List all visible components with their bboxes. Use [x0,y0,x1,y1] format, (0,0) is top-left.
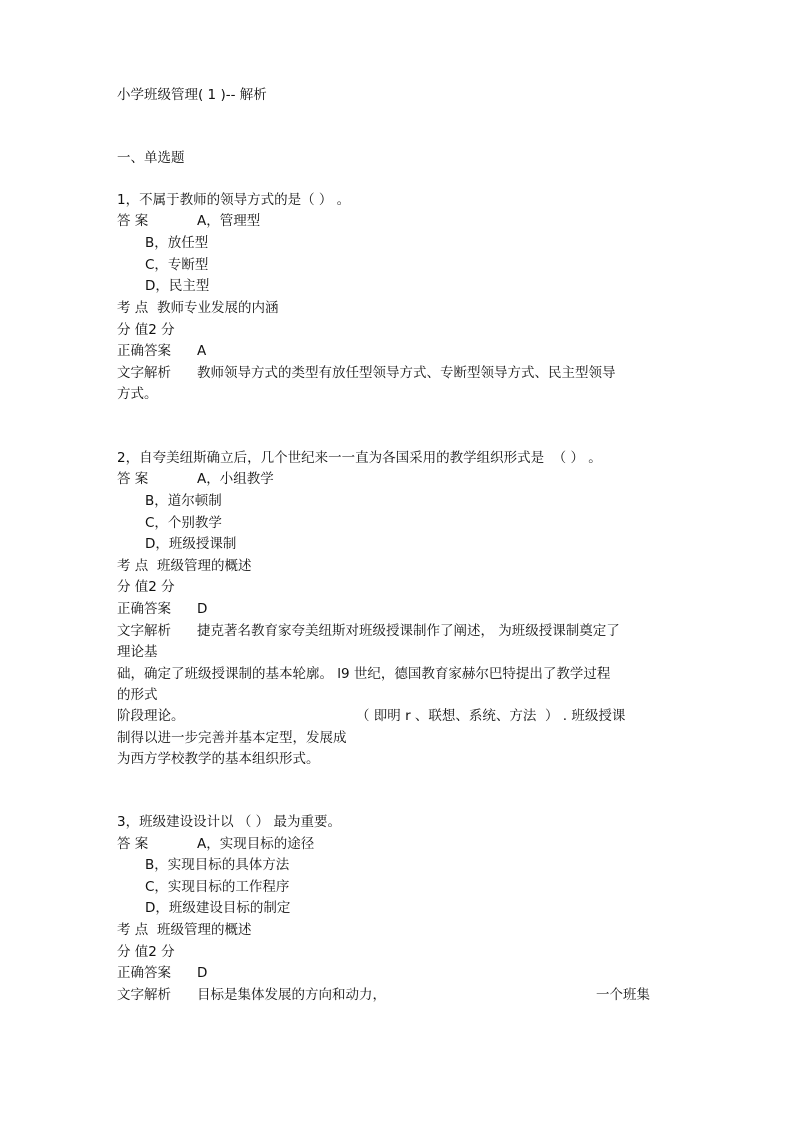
option-d: D，民主型 [145,278,210,294]
option-b: B，放任型 [145,235,209,251]
analysis-line: 方式。 [117,386,158,402]
analysis-line: 阶段理论。 [117,708,185,724]
correct-label: 正确答案 [117,343,171,359]
option-c: C，实现目标的工作程序 [145,879,290,895]
correct-value: D [197,601,208,617]
score: 分 值2 分 [117,579,175,595]
score: 分 值2 分 [117,944,175,960]
analysis-label: 文字解析 [117,987,171,1003]
option-d: D，班级授课制 [145,536,237,552]
correct-value: D [197,965,208,981]
option-d: D，班级建设目标的制定 [145,900,291,916]
analysis-line: 目标是集体发展的方向和动力， [197,987,386,1003]
correct-label: 正确答案 [117,965,171,981]
point-value: 班级管理的概述 [157,922,252,938]
analysis-line: 捷克著名教育家夸美纽斯对班级授课制作了阐述， 为班级授课制奠定了 [197,623,620,639]
point-label: 考 点 [117,922,149,938]
option-a: A，实现目标的途径 [197,836,315,852]
analysis-line: 制得以进一步完善并基本定型，发展成 [117,730,347,746]
analysis-line: 为西方学校教学的基本组织形式。 [117,751,320,767]
question-stem: 3，班级建设设计以 （ ） 最为重要。 [117,814,341,830]
question-stem: 1，不属于教师的领导方式的是（ ） 。 [117,192,351,208]
answer-label: 答 案 [117,213,149,229]
analysis-line: 础，确定了班级授课制的基本轮廓。 l9 世纪，德国教育家赫尔巴特提出了教学过程 [117,666,611,682]
option-b: B，实现目标的具体方法 [145,857,290,873]
analysis-label: 文字解析 [117,623,171,639]
question-stem: 2，自夸美纽斯确立后，几个世纪来一一直为各国采用的教学组织形式是 （ ） 。 [117,450,602,466]
point-label: 考 点 [117,558,149,574]
answer-label: 答 案 [117,471,149,487]
point-value: 班级管理的概述 [157,558,252,574]
analysis-line: 的形式 [117,687,158,703]
analysis-line: 教师领导方式的类型有放任型领导方式、专断型领导方式、民主型领导 [197,365,616,381]
analysis-label: 文字解析 [117,365,171,381]
analysis-line: （ 即明 r 、联想、系统、方法 ） . 班级授课 [356,708,626,724]
option-a: A，管理型 [197,213,261,229]
option-b: B，道尔顿制 [145,493,222,509]
section-heading: 一、单选题 [117,150,185,166]
option-c: C，专断型 [145,257,209,273]
answer-label: 答 案 [117,836,149,852]
option-c: C，个别教学 [145,515,222,531]
point-label: 考 点 [117,300,149,316]
option-a: A，小组教学 [197,471,274,487]
analysis-line: 一个班集 [596,987,650,1003]
point-value: 教师专业发展的内涵 [157,300,279,316]
analysis-line: 理论基 [117,644,158,660]
score: 分 值2 分 [117,322,175,338]
correct-value: A [197,343,207,359]
page-title: 小学班级管理( 1 )-- 解析 [117,87,267,103]
correct-label: 正确答案 [117,601,171,617]
